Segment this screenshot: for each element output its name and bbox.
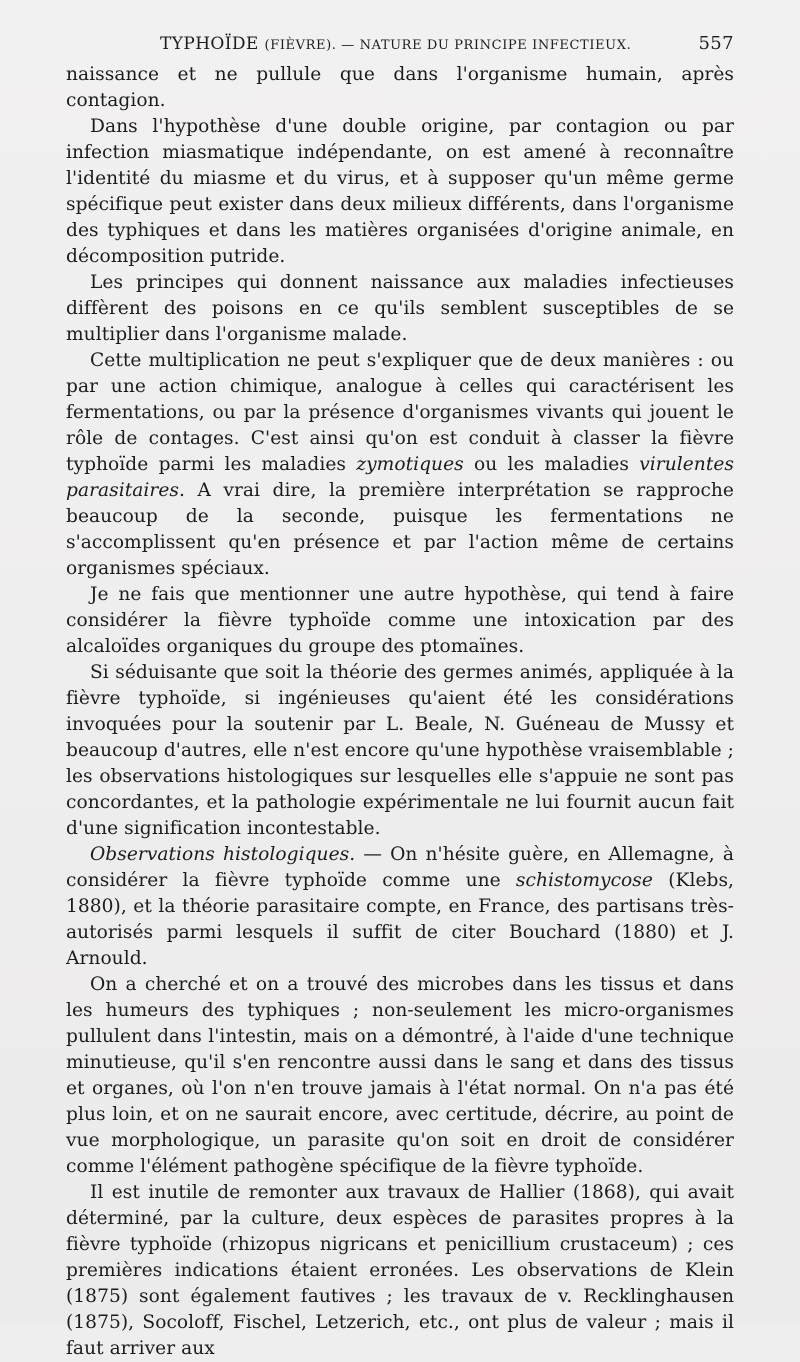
italic-term-schistomycose: schistomycose [515, 870, 653, 891]
paragraph-hallier: Il est inutile de remonter aux travaux de Hallier (1868), qui avait déterminé, par la culture, deux espèces de parasites propres à la fièvre typhoïde (rhizopus nigricans et penicillium crustaceum) ; ces premières indications étaient erronées. Les observations de Klein (1875) sont également fautives ; les travaux de v. Recklinghausen (1875), Socoloff, Fischel, Letzerich, etc., ont plus de valeur ; mais il faut arriver aux [66, 1182, 734, 1359]
running-title-rest: — NATURE DU PRINCIPE INFECTIEUX. [336, 38, 632, 53]
text-segment: Cette multiplication ne peut s'expliquer que de deux manières : ou par une action chimique, analogue à celles qui caractérisent les fermentations, ou par la présence d'organismes vivants qui jouent le rôle de contages. C'est ainsi qu'on est conduit à classer la fièvre typhoïde parmi les maladies [66, 350, 734, 475]
body-text [66, 62, 734, 1362]
running-head [66, 30, 734, 62]
running-title-paren: (FIÈVRE). [264, 38, 337, 53]
italic-term-zymotiques: zymotiques [356, 454, 464, 475]
italic-term-virulentes: virulentes parasitaires [66, 454, 734, 501]
paragraph-double-origin: Dans l'hypothèse d'une double origine, par contagion ou par infection miasmatique indépendante, on est amené à reconnaître l'identité du miasme et du virus, et à supposer qu'un même germe spécifique peut exister dans deux milieux différents, dans l'organisme des typhiques et dans les matières organisées d'origine animale, en décomposition putride. [66, 116, 734, 267]
paragraph-germ-theory: Si séduisante que soit la théorie des germes animés, appliquée à la fièvre typhoïde, si ingénieuses qu'aient été les considérations invoquées pour la soutenir par L. Beale, N. Guéneau de Mussy et beaucoup d'autres, elle n'est encore qu'une hypothèse vraisemblable ; les observations histologiques sur lesquelles elle s'appuie ne sont pas concordantes, et la pathologie expérimentale ne lui fournit aucun fait d'une signification incontestable. [66, 662, 734, 839]
section-heading-italic: Observations histologiques [90, 844, 350, 865]
running-title [160, 30, 631, 60]
running-title-main: TYPHOÏDE [160, 34, 259, 54]
paragraph-histological-observations [66, 842, 734, 972]
paragraph-ptomaines: Je ne fais que mentionner une autre hypothèse, qui tend à faire considérer la fièvre typhoïde comme une intoxication par des alcaloïdes organiques du groupe des ptomaïnes. [66, 584, 734, 657]
paragraph-microbes: On a cherché et on a trouvé des microbes dans les tissus et dans les humeurs des typhiques ; non-seulement les micro-organismes pullulent dans l'intestin, mais on a démontré, à l'aide d'une technique minutieuse, qu'il s'en rencontre aussi dans le sang et dans des tissus et organes, où l'on n'en trouve jamais à l'état normal. On n'a pas été plus loin, et on ne saurait encore, avec certitude, décrire, au point de vue morphologique, un parasite qu'on soit en droit de considérer comme l'élément pathogène spécifique de la fièvre typhoïde. [66, 974, 734, 1177]
paragraph-multiplication [66, 348, 734, 582]
text-segment: ou les maladies [463, 454, 640, 475]
paragraph-continued: naissance et ne pullule que dans l'organisme humain, après contagion. [66, 64, 734, 111]
text-segment: . A vrai dire, la première interprétation se rapproche beaucoup de la seconde, puisque les fermentations ne s'accomplissent qu'en présence et par l'action même de certains organismes spéciaux. [66, 480, 734, 579]
page-number: 557 [698, 33, 734, 54]
text-segment: (Klebs, 1880), et la théorie parasitaire compte, en France, des partisans très-autorisés parmi lesquels il suffit de citer Bouchard (1880) et J. Arnould. [66, 870, 734, 969]
paragraph-infectious-principles: Les principes qui donnent naissance aux maladies infectieuses diffèrent des poisons en ce qu'ils semblent susceptibles de se multiplier dans l'organisme malade. [66, 272, 734, 345]
text-segment: . — On n'hésite guère, en Allemagne, à considérer la fièvre typhoïde comme une [66, 844, 735, 891]
